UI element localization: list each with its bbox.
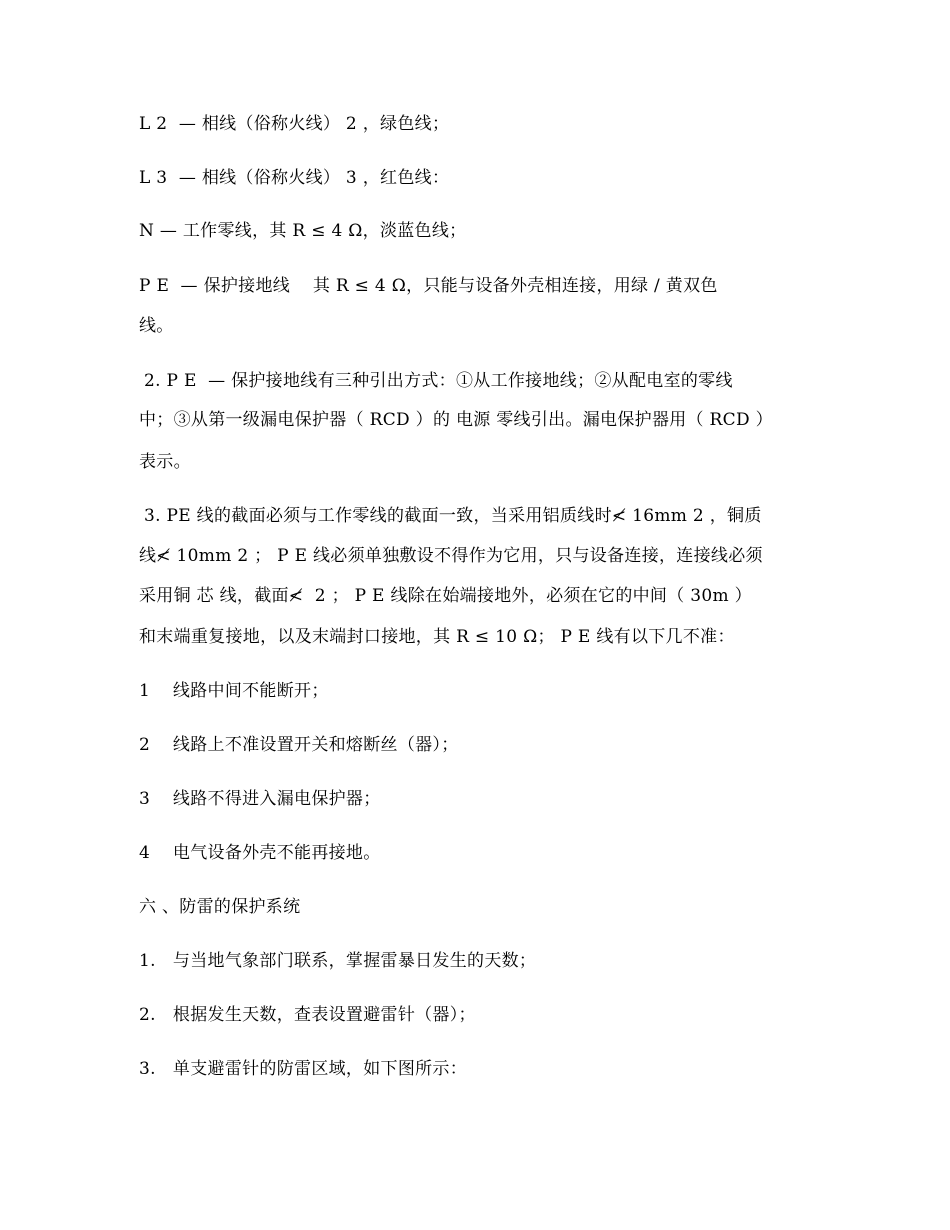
- text-line: 和末端重复接地，以及末端封口接地，其 R ≤ 10 Ω； P E 线有以下几不准：: [139, 627, 735, 647]
- text-line: L 3 — 相线（俗称火线） 3 ，红色线：: [139, 168, 450, 188]
- text-line: 线。: [139, 316, 174, 336]
- text-line: 线≮ 10mm 2 ； P E 线必须单独敷设不得作为它用，只与设备连接，连接线必须: [139, 546, 763, 566]
- text-line: 3. PE 线的截面必须与工作零线的截面一致，当采用铝质线时≮ 16mm 2 ，铜质: [144, 506, 762, 526]
- text-line: 3 线路不得进入漏电保护器；: [139, 789, 381, 809]
- text-line: 1. 与当地气象部门联系，掌握雷暴日发生的天数；: [139, 951, 537, 971]
- text-line: 2 线路上不准设置开关和熔断丝（器）；: [139, 735, 459, 755]
- text-line: N — 工作零线，其 R ≤ 4 Ω，淡蓝色线；: [139, 221, 467, 241]
- text-line: 2. P E — 保护接地线有三种引出方式：①从工作接地线；②从配电室的零线: [144, 371, 733, 391]
- text-line: 3. 单支避雷针的防雷区域，如下图所示：: [139, 1059, 468, 1079]
- text-line: 1 线路中间不能断开；: [139, 681, 329, 701]
- section-heading: 六 、防雷的保护系统: [139, 897, 301, 917]
- text-line: 2. 根据发生天数，查表设置避雷针（器）；: [139, 1005, 476, 1025]
- text-line: 采用铜 芯 线，截面≮ 2 ； P E 线除在始端接地外，必须在它的中间（ 30m ）: [139, 586, 752, 606]
- text-line: 中；③从第一级漏电保护器（ RCD ）的 电源 零线引出。漏电保护器用（ RCD ）: [139, 410, 773, 430]
- text-line: L 2 — 相线（俗称火线） 2 ，绿色线；: [139, 114, 450, 134]
- text-line: 表示。: [139, 452, 191, 472]
- text-line: P E — 保护接地线 其 R ≤ 4 Ω，只能与设备外壳相连接，用绿 / 黄双色: [139, 276, 718, 296]
- text-line: 4 电气设备外壳不能再接地。: [139, 843, 381, 863]
